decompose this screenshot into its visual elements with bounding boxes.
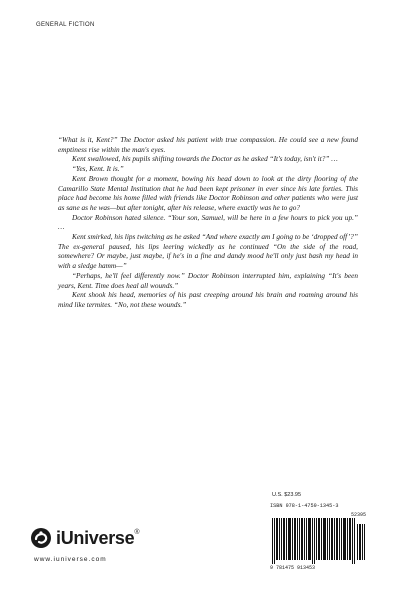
excerpt-paragraph: “What is it, Kent?” The Doctor asked his patient with true compassion. He could see a new found emptiness rise within the man's eyes. (58, 135, 358, 154)
excerpt-paragraph: Kent shook his head, memories of his past creeping around his brain and roaming around his mind like termites. “No, not these wounds.” (58, 290, 358, 309)
excerpt-paragraph: “Yes, Kent. It is.” (72, 164, 124, 174)
iuniverse-swirl-icon (30, 527, 52, 549)
registered-mark: ® (134, 529, 140, 536)
excerpt-paragraph: Doctor Robinson hated silence. “Your son, Samuel, will be here in a few hours to pick you up.” … (58, 212, 358, 232)
price-label: U.S. $23.95 (272, 492, 302, 498)
isbn-text: ISBN 978-1-4759-1345-3 (270, 503, 339, 509)
price-code: 52395 (350, 512, 366, 518)
excerpt-paragraph: Kent swallowed, his pupils shifting towards the Doctor as he asked “It's today, isn't it?” … (72, 154, 338, 164)
publisher-name: iUniverse (56, 527, 135, 548)
genre-label: GENERAL FICTION (36, 22, 95, 28)
barcode-icon (270, 510, 366, 565)
excerpt-paragraph: Kent smirked, his lips twitching as he asked “And where exactly am I going to be ‘dropped off’?” The ex-general paused, his lips leering wickedly as he continued “On the side of the road, somewhere? Or maybe, just maybe, if he's in a fine and dandy mood he'll only just bash my head in with a sledge hamm—” (58, 232, 358, 271)
book-excerpt (58, 135, 358, 310)
barcode-digits: 9 781475 913453 (270, 565, 316, 571)
excerpt-paragraph: “Perhaps, he'll feel differently now.” Doctor Robinson interrupted him, explaining “It's been years, Kent. Time does heal all wounds.” (58, 270, 358, 290)
excerpt-paragraph: Kent Brown thought for a moment, bowing his head down to look at the dirty flooring of the Camarillo State Mental Institution that he had been kept prisoner in ever since his late forties. This place had become his home filled with friends like Doctor Robinson and other patients who were just as sane as he was—but after tonight, after his release, where exactly was he to go? (58, 173, 358, 212)
isbn-barcode (268, 503, 368, 575)
publisher-logo (30, 527, 140, 549)
publisher-url: www.iuniverse.com (34, 556, 107, 563)
